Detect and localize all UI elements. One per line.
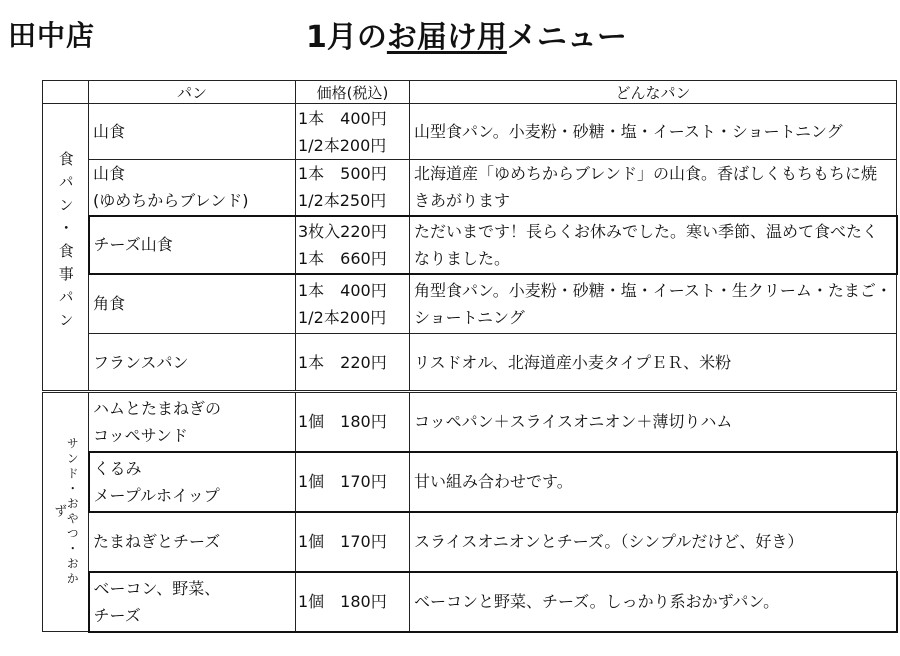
price-line-2: 1/2本200円: [298, 307, 387, 327]
item-description: ベーコンと野菜、チーズ。しっかり系おかずパン。: [410, 572, 897, 632]
table-row: [43, 334, 897, 392]
title-prefix: 1月の: [306, 20, 387, 55]
item-price: 1個 180円: [296, 572, 410, 632]
item-name: 山食 (ゆめちからブレンド): [89, 160, 296, 216]
item-name: ハムとたまねぎの コッペサンド: [89, 392, 296, 452]
header-description: どんなパン: [410, 81, 897, 104]
header-category: [43, 81, 89, 104]
item-name: 角食: [89, 274, 296, 334]
shop-name: 田中店: [8, 19, 96, 52]
item-price: [296, 216, 410, 274]
price-line-1: 3枚入220円: [298, 221, 387, 241]
table-row: [43, 160, 897, 216]
item-name: ベーコン、野菜、 チーズ: [89, 572, 296, 632]
header-price: 価格(税込): [296, 81, 410, 104]
header-bread: パン: [89, 81, 296, 104]
table-row: [43, 104, 897, 160]
table-header-row: [43, 81, 897, 104]
table-row: [43, 392, 897, 452]
category-sandwich-label: サンド・おやつ・おか: [65, 437, 80, 587]
item-description: 北海道産「ゆめちからブレンド」の山食。香ばしくもちもちに焼きあがります: [410, 160, 897, 216]
category-sandwich: [43, 392, 89, 632]
item-name: フランスパン: [89, 334, 296, 392]
price-line-1: 1本 500円: [298, 164, 387, 184]
category-bread-label: 食パン・食事パン: [56, 151, 75, 335]
price-line-1: 1本 400円: [298, 280, 387, 300]
item-description: コッペパン＋スライスオニオン＋薄切りハム: [410, 392, 897, 452]
title-underlined: お届け用: [386, 20, 507, 55]
table-row: [43, 274, 897, 334]
price-line-2: 1/2本200円: [298, 135, 387, 155]
price-line-2: 1/2本250円: [298, 191, 387, 211]
item-description: ただいまです！長らくお休みでした。寒い季節、温めて食べたくなりました。: [410, 216, 897, 274]
page-title: [306, 12, 627, 56]
item-name: たまねぎとチーズ: [89, 512, 296, 572]
item-price: [296, 274, 410, 334]
menu-table: [42, 80, 898, 633]
item-name: 山食: [89, 104, 296, 160]
item-description: スライスオニオンとチーズ。（シンプルだけど、好き）: [410, 512, 897, 572]
table-row: [43, 512, 897, 572]
category-sandwich-label-left: ず: [51, 504, 67, 520]
item-price: 1個 170円: [296, 512, 410, 572]
item-price: 1個 170円: [296, 452, 410, 512]
table-row: [43, 572, 897, 632]
item-price: [296, 160, 410, 216]
item-price: 1個 180円: [296, 392, 410, 452]
table-row: [43, 216, 897, 274]
item-description: リスドオル、北海道産小麦タイプＥＲ、米粉: [410, 334, 897, 392]
item-description: 角型食パン。小麦粉・砂糖・塩・イースト・生クリーム・たまご・ショートニング: [410, 274, 897, 334]
item-price: 1本 220円: [296, 334, 410, 392]
item-name: チーズ山食: [89, 216, 296, 274]
price-line-1: 1本 400円: [298, 108, 387, 128]
title-suffix: メニュー: [506, 20, 627, 55]
item-description: 山型食パン。小麦粉・砂糖・塩・イースト・ショートニング: [410, 104, 897, 160]
item-description: 甘い組み合わせです。: [410, 452, 897, 512]
category-bread: [43, 104, 89, 392]
table-row: [43, 452, 897, 512]
item-name: くるみ メープルホイップ: [89, 452, 296, 512]
item-price: [296, 104, 410, 160]
price-line-2: 1本 660円: [298, 248, 387, 268]
